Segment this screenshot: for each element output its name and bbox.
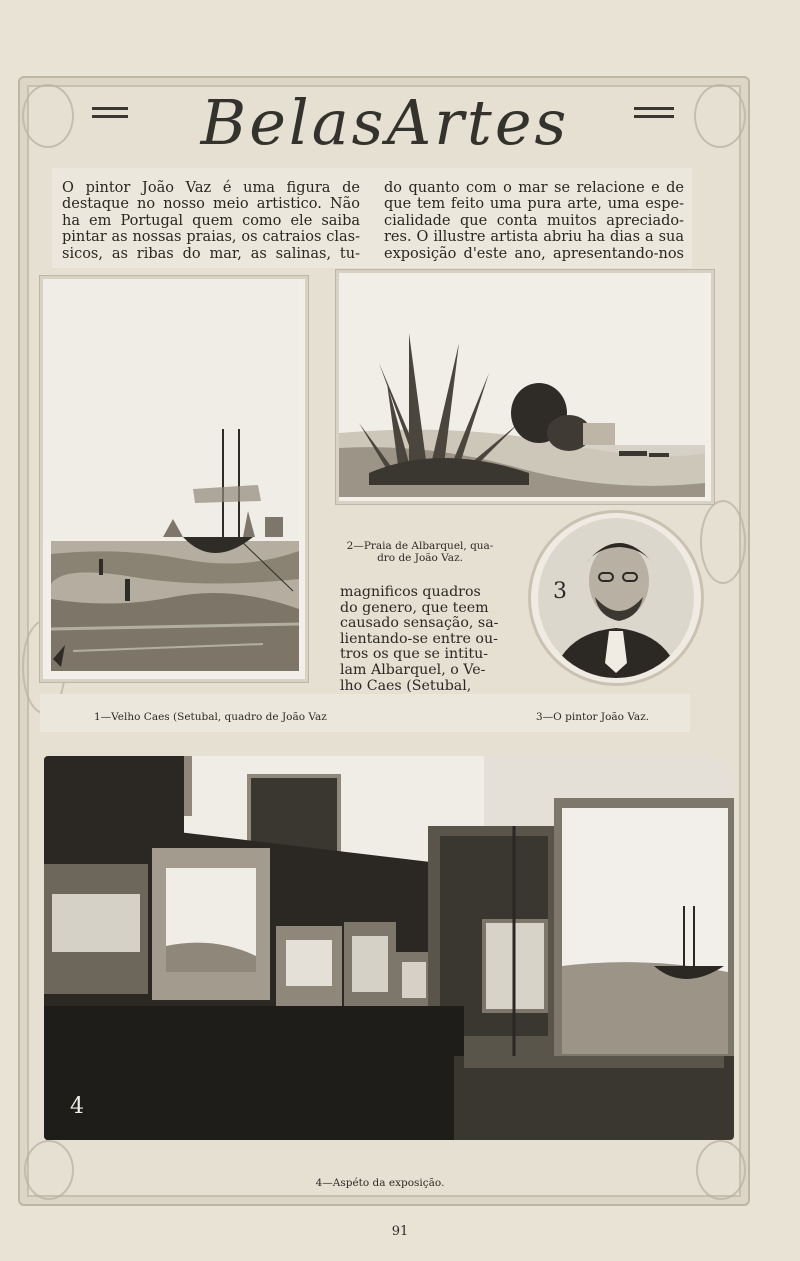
figure-4-photo [44, 756, 734, 1140]
text-line: O pintor João Vaz é uma figura de [62, 180, 360, 196]
frame-ornament-mid-right [700, 500, 746, 584]
figure-2-caption [340, 540, 500, 564]
text-line: exposição d'este ano, apresentando-nos [384, 245, 684, 262]
figure-3-number: 3 [553, 579, 567, 604]
figure-4-number: 4 [70, 1094, 84, 1119]
frame-ornament-top-right [694, 84, 746, 148]
figure-1-painting [43, 279, 299, 675]
figure-1-panel [40, 276, 308, 682]
title-dash-left-1 [92, 107, 128, 110]
figure-4-caption: 4—Aspéto da exposição. [315, 1177, 445, 1189]
text-line: do quanto com o mar se relacione e de [384, 180, 684, 196]
caption-line: dro de João Vaz. [377, 552, 463, 564]
section-title: BelasArtes [200, 86, 570, 159]
page-number: 91 [391, 1224, 409, 1239]
frame-ornament-bottom-right [696, 1140, 746, 1200]
figure-2-panel [336, 270, 714, 504]
text-line: lam Albarquel, o Ve- [340, 661, 486, 678]
text-line: lho Caes (Setubal, [340, 677, 472, 694]
title-dash-right-1 [634, 107, 674, 110]
figure-3-portrait-frame [528, 510, 704, 686]
intro-right-column [384, 180, 684, 262]
text-line: causado sensação, sa- [340, 615, 499, 632]
text-line: cialidade que conta muitos apreciado- [384, 212, 684, 229]
figure-4-exhibition-scene [44, 756, 734, 1140]
text-line: lientando-se entre ou- [340, 630, 498, 647]
text-line: ha em Portugal quem como ele saiba [62, 212, 360, 229]
text-line: magnificos quadros [340, 584, 481, 600]
text-line: sicos, as ribas do mar, as salinas, tu- [62, 245, 360, 262]
frame-ornament-top-left [22, 84, 74, 148]
figure-1-caption: 1—Velho Caes (Setubal, quadro de João Vaz [94, 711, 327, 723]
figure-3-caption: 3—O pintor João Vaz. [536, 711, 650, 723]
text-line: do genero, que teem [340, 599, 489, 616]
title-dash-left-2 [92, 115, 128, 118]
intro-left-column [62, 180, 360, 262]
text-line: que tem feito uma pura arte, uma espe- [384, 196, 684, 213]
caption-line: 2—Praia de Albarquel, qua- [346, 540, 494, 552]
text-line: destaque no nosso meio artistico. Não [62, 196, 360, 213]
figure-2-painting [339, 273, 705, 497]
frame-ornament-bottom-left [24, 1140, 74, 1200]
title-dash-right-2 [634, 115, 674, 118]
text-line: tros os que se intitu- [340, 646, 489, 663]
text-line: pintar as nossas praias, os catraios clas- [62, 229, 360, 246]
text-line: res. O illustre artista abriu ha dias a sua [384, 229, 684, 246]
